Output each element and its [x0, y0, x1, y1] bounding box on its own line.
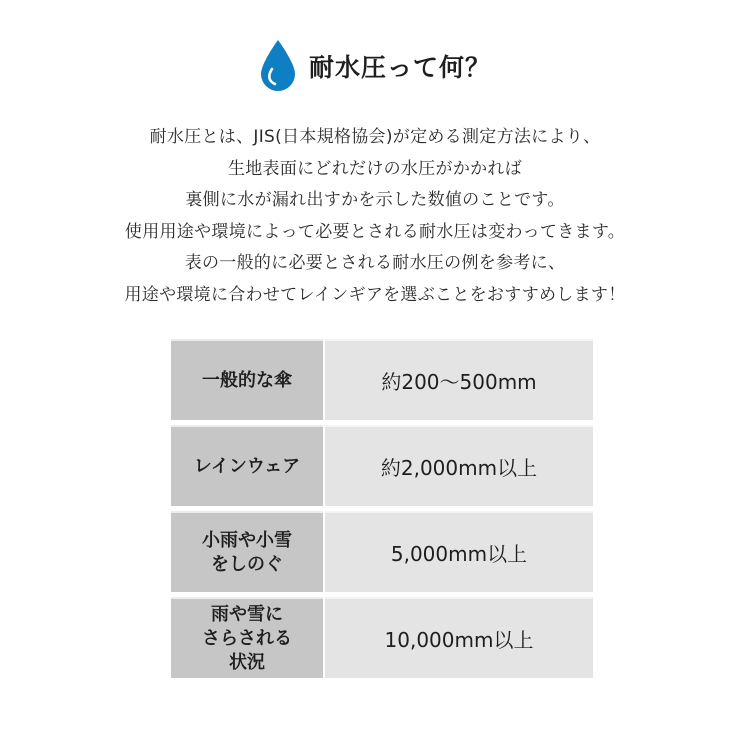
- intro-text: [0, 122, 750, 311]
- water-resistance-table: [171, 339, 593, 678]
- row-label-line: 状況: [229, 651, 265, 673]
- row-label: [171, 339, 323, 420]
- intro-line: 生地表面にどれだけの水圧がかかれば: [227, 158, 523, 179]
- row-value: 10,000mm以上: [325, 597, 593, 678]
- water-drop-icon: [259, 39, 297, 93]
- header: [0, 38, 750, 94]
- row-label-line: 小雨や小雪: [202, 529, 292, 551]
- intro-line: 使用用途や環境によって必要とされる耐水圧は変わってきます。: [124, 221, 626, 242]
- row-label: [171, 597, 323, 678]
- row-value: 約2,000mm以上: [325, 425, 593, 506]
- row-label-line: をしのぐ: [211, 553, 283, 575]
- row-label: [171, 511, 323, 592]
- table-row: [171, 339, 593, 420]
- table-row: [171, 511, 593, 592]
- page-title: 耐水圧って何？: [308, 53, 491, 82]
- row-value: 5,000mm以上: [325, 511, 593, 592]
- row-label-line: レインウェア: [193, 455, 301, 477]
- table-row: [171, 597, 593, 678]
- row-label-line: 一般的な傘: [202, 369, 292, 391]
- row-label-line: 雨や雪に: [211, 603, 283, 625]
- intro-line: 用途や環境に合わせてレインギアを選ぶことをおすすめします！: [124, 284, 626, 305]
- table-row: [171, 425, 593, 506]
- intro-line: 裏側に水が漏れ出すかを示した数値のことです。: [185, 190, 565, 210]
- intro-line: 耐水圧とは、JIS(日本規格協会)が定める測定方法により、: [149, 127, 601, 147]
- row-label-line: さらされる: [202, 627, 292, 649]
- row-label: [171, 425, 323, 506]
- intro-line: 表の一般的に必要とされる耐水圧の例を参考に、: [184, 253, 566, 273]
- row-value: 約200〜500mm: [325, 339, 593, 420]
